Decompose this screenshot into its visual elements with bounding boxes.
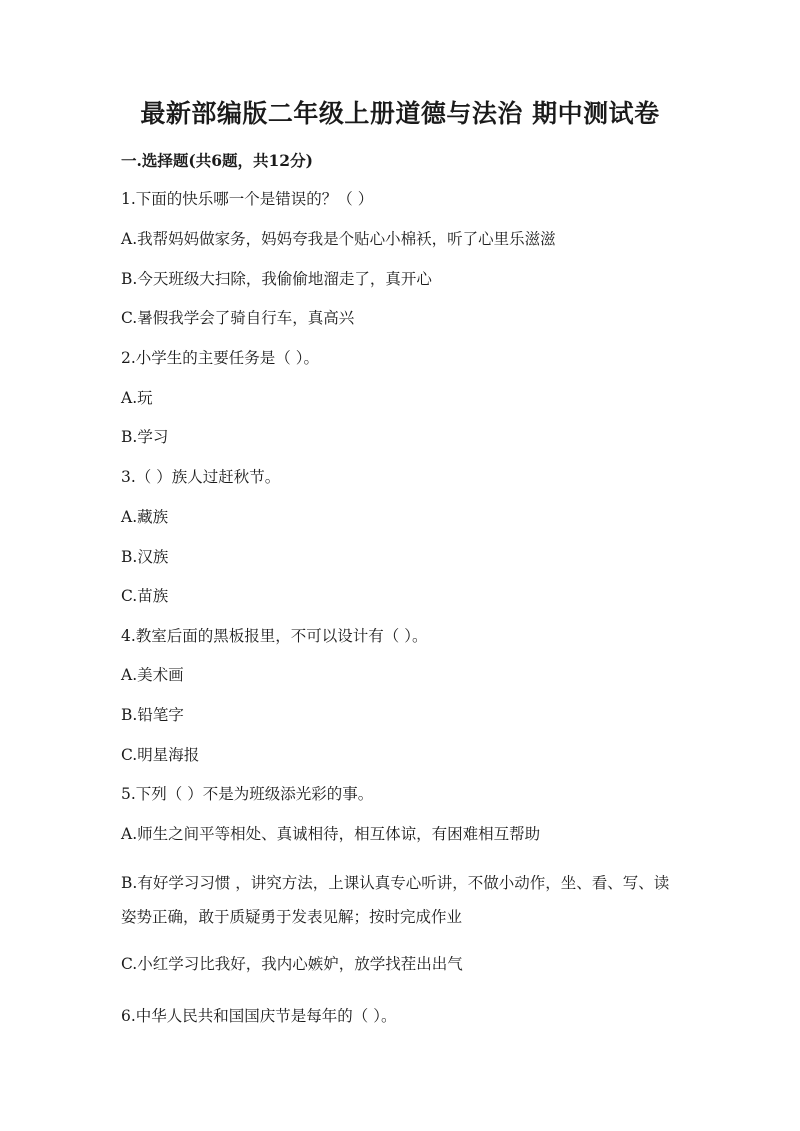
q4-option-b: B.铅笔字	[121, 706, 184, 724]
q3-option-c: C.苗族	[121, 587, 169, 605]
q5-option-a: A.师生之间平等相处、真诚相待，相互体谅，有困难相互帮助	[121, 825, 541, 843]
section-heading: 一.选择题(共6题，共12分)	[121, 151, 313, 170]
question-2: 2.小学生的主要任务是（ ）。	[121, 349, 319, 367]
q1-option-a: A.我帮妈妈做家务，妈妈夸我是个贴心小棉袄，听了心里乐滋滋	[121, 230, 556, 248]
page-title: 最新部编版二年级上册道德与法治 期中测试卷	[140, 99, 660, 128]
q2-option-b: B.学习	[121, 428, 169, 446]
question-4: 4.教室后面的黑板报里，不可以设计有（ ）。	[121, 627, 428, 645]
q3-option-b: B.汉族	[121, 548, 169, 566]
question-5: 5.下列（ ）不是为班级添光彩的事。	[121, 785, 374, 803]
q1-option-b: B.今天班级大扫除，我偷偷地溜走了，真开心	[121, 270, 432, 288]
q5-option-b: B.有好学习习惯 ，讲究方法，上课认真专心听讲，不做小动作，坐、看、写、读姿势正确，敢于质疑勇于发表见解；按时完成作业	[121, 874, 670, 926]
q1-option-c: C.暑假我学会了骑自行车，真高兴	[121, 309, 355, 327]
question-6: 6.中华人民共和国国庆节是每年的（ ）。	[121, 1007, 397, 1025]
question-1: 1.下面的快乐哪一个是错误的？（ ）	[121, 190, 374, 208]
q2-option-a: A.玩	[121, 389, 153, 407]
q4-option-a: A.美术画	[121, 666, 184, 684]
question-3: 3.（ ）族人过赶秋节。	[121, 468, 281, 486]
q4-option-c: C.明星海报	[121, 746, 200, 764]
q5-option-c: C.小红学习比我好，我内心嫉妒，放学找茬出出气	[121, 955, 463, 973]
q3-option-a: A.藏族	[121, 508, 169, 526]
